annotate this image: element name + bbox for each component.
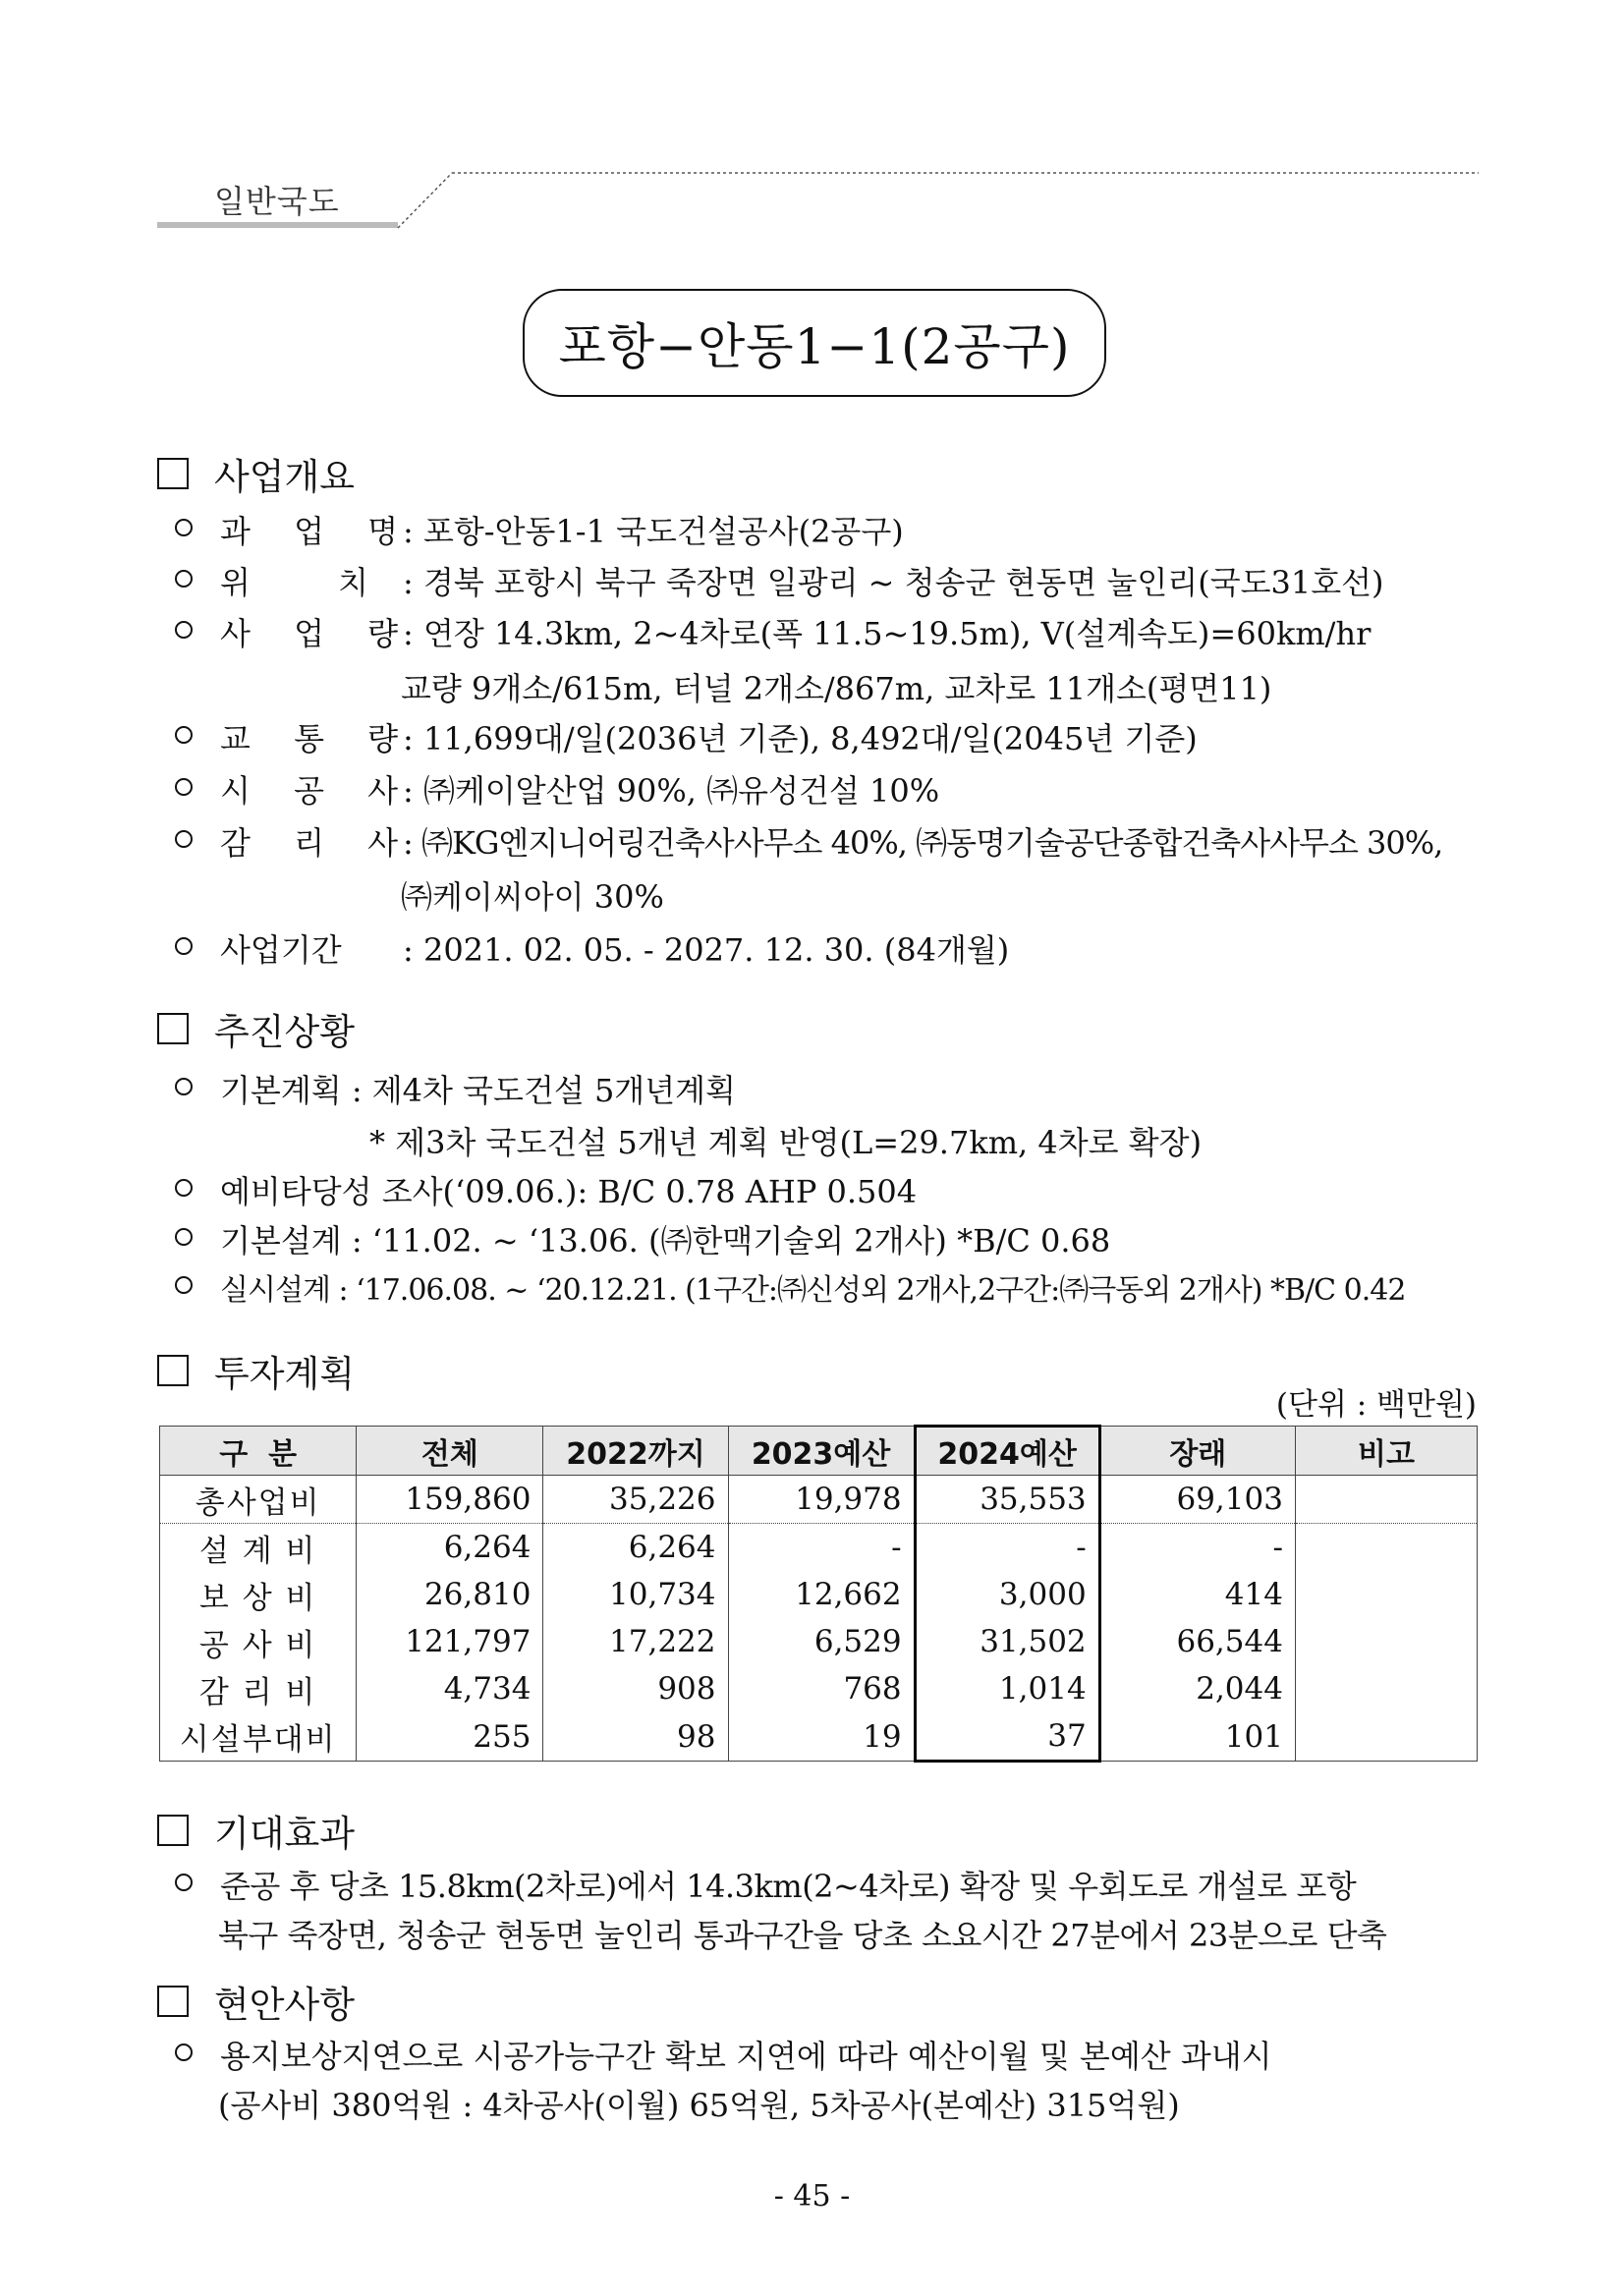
table-row: [160, 1524, 1478, 1572]
unit-label: (단위 : 백만원): [1275, 1387, 1477, 1423]
overview-item: [175, 818, 1442, 864]
col-header: 2023예산: [728, 1427, 915, 1476]
table-row: [160, 1476, 1478, 1524]
item-value: : ㈜KG엔지니어링건축사사무소 40%, ㈜동명기술공단종합건축사사무소 30%,: [403, 824, 1443, 862]
table-cell: 6,264: [357, 1524, 543, 1572]
section-effects-heading: [157, 1804, 355, 1857]
item-value: : 경북 포항시 북구 죽장면 일광리 ~ 청송군 현동면 눌인리(국도31호선): [403, 564, 1384, 601]
table-row: [160, 1665, 1478, 1712]
issues-item: [175, 2032, 1272, 2077]
item-label: 과 업 명: [220, 513, 416, 550]
table-row: [160, 1712, 1478, 1762]
checkbox-square-icon: [157, 458, 189, 489]
row-label: 공 사 비: [160, 1618, 357, 1665]
table-cell: -: [1099, 1524, 1295, 1572]
col-header: 구 분: [160, 1427, 357, 1476]
table-cell: -: [728, 1524, 915, 1572]
row-label: 총사업비: [160, 1476, 357, 1524]
item-text: 기본설계 : ‘11.02. ~ ‘13.06. (㈜한맥기술외 2개사) *B/C 0.68: [220, 1222, 1111, 1260]
item-text: 기본계획 : 제4차 국도건설 5개년계획: [220, 1072, 736, 1109]
checkbox-square-icon: [157, 1013, 189, 1044]
col-header: 비고: [1295, 1427, 1477, 1476]
checkbox-square-icon: [157, 1815, 189, 1846]
table-cell: 414: [1099, 1571, 1295, 1618]
item-label: 사업기간: [220, 931, 342, 969]
section-title: 투자계획: [214, 1353, 355, 1395]
table-cell: 17,222: [543, 1618, 728, 1665]
section-overview-heading: [157, 447, 355, 500]
section-title: 사업개요: [214, 456, 355, 498]
table-cell: 31,502: [915, 1618, 1099, 1665]
table-cell: 19: [728, 1712, 915, 1762]
table-cell: 98: [543, 1712, 728, 1762]
table-cell: [1295, 1571, 1477, 1618]
progress-item: [175, 1167, 917, 1212]
table-cell: 6,264: [543, 1524, 728, 1572]
table-cell: 10,734: [543, 1571, 728, 1618]
table-cell: 35,553: [915, 1476, 1099, 1524]
item-text: 예비타당성 조사(‘09.06.): B/C 0.78 AHP 0.504: [220, 1173, 918, 1210]
table-cell: 101: [1099, 1712, 1295, 1762]
table-cell: [1295, 1618, 1477, 1665]
header-rule: [157, 167, 1479, 230]
table-cell: 12,662: [728, 1571, 915, 1618]
item-label: 교 통 량: [220, 720, 416, 757]
col-header: 2022까지: [543, 1427, 728, 1476]
circle-bullet-icon: [175, 621, 193, 639]
circle-bullet-icon: [175, 519, 193, 536]
overview-item: [175, 925, 1009, 971]
table-header-row: [160, 1427, 1478, 1476]
item-note: * 제3차 국도건설 5개년 계획 반영(L=29.7km, 4차로 확장): [369, 1124, 1203, 1161]
item-value: : 11,699대/일(2036년 기준), 8,492대/일(2045년 기준): [403, 720, 1198, 757]
checkbox-square-icon: [157, 1986, 189, 2017]
item-text-continued: 북구 죽장면, 청송군 현동면 눌인리 통과구간을 당초 소요시간 27분에서 23분으로 단축: [218, 1917, 1387, 1954]
circle-bullet-icon: [175, 570, 193, 588]
circle-bullet-icon: [175, 1276, 193, 1294]
page-number: - 45 -: [773, 2179, 851, 2213]
row-label: 보 상 비: [160, 1571, 357, 1618]
circle-bullet-icon: [175, 1874, 193, 1891]
item-text-continued: (공사비 380억원 : 4차공사(이월) 65억원, 5차공사(본예산) 315억원): [218, 2087, 1180, 2124]
item-label: 감 리 사: [220, 824, 416, 862]
section-progress-heading: [157, 1002, 355, 1055]
table-cell: -: [915, 1524, 1099, 1572]
item-value: : 2021. 02. 05. - 2027. 12. 30. (84개월): [403, 931, 1010, 969]
section-title: 현안사항: [214, 1984, 355, 2026]
table-cell: 4,734: [357, 1665, 543, 1712]
circle-bullet-icon: [175, 726, 193, 744]
item-value: : ㈜케이알산업 90%, ㈜유성건설 10%: [403, 772, 940, 810]
table-cell: 159,860: [357, 1476, 543, 1524]
table-cell: 19,978: [728, 1476, 915, 1524]
item-label: 사 업 량: [220, 615, 416, 652]
checkbox-square-icon: [157, 1355, 189, 1386]
section-investment-heading: [157, 1344, 355, 1397]
table-cell: 26,810: [357, 1571, 543, 1618]
overview-item: [175, 558, 1384, 603]
table-cell: 768: [728, 1665, 915, 1712]
progress-item: [175, 1216, 1110, 1261]
circle-bullet-icon: [175, 1078, 193, 1095]
item-text: 실시설계 : ‘17.06.08. ~ ‘20.12.21. (1구간:㈜신성외 2개사,2구간:㈜극동외 2개사) *B/C 0.42: [220, 1273, 1406, 1308]
item-value: : 포항-안동1-1 국도건설공사(2공구): [403, 513, 904, 550]
overview-item: [175, 507, 904, 552]
page-title: 포항−안동1−1(2공구): [558, 318, 1071, 375]
table-cell: 6,529: [728, 1618, 915, 1665]
overview-item: [175, 766, 939, 812]
circle-bullet-icon: [175, 1179, 193, 1197]
circle-bullet-icon: [175, 830, 193, 848]
progress-item: [175, 1265, 1405, 1309]
table-cell: [1295, 1524, 1477, 1572]
table-cell: [1295, 1476, 1477, 1524]
title-box: [523, 289, 1106, 397]
table-cell: 2,044: [1099, 1665, 1295, 1712]
section-issues-heading: [157, 1975, 355, 2028]
circle-bullet-icon: [175, 937, 193, 955]
row-label: 시설부대비: [160, 1712, 357, 1762]
section-title: 추진상황: [214, 1011, 355, 1053]
row-label: 설 계 비: [160, 1524, 357, 1572]
table-cell: 255: [357, 1712, 543, 1762]
col-header: 전체: [357, 1427, 543, 1476]
table-cell: [1295, 1665, 1477, 1712]
item-label: 위 치: [220, 564, 372, 601]
circle-bullet-icon: [175, 1228, 193, 1246]
table-cell: 66,544: [1099, 1618, 1295, 1665]
item-label: 시 공 사: [220, 772, 416, 810]
overview-item: [175, 609, 1371, 654]
overview-item: [175, 714, 1198, 759]
header-label: 일반국도: [214, 183, 340, 220]
col-header: 2024예산: [915, 1427, 1099, 1476]
table-cell: 69,103: [1099, 1476, 1295, 1524]
page-header: [157, 167, 1479, 230]
item-text: 용지보상지연으로 시공가능구간 확보 지연에 따라 예산이월 및 본예산 과내시: [220, 2038, 1272, 2075]
table-cell: 37: [915, 1712, 1099, 1762]
table-row: [160, 1571, 1478, 1618]
progress-item: [175, 1066, 736, 1111]
table-cell: 121,797: [357, 1618, 543, 1665]
table-cell: [1295, 1712, 1477, 1762]
item-value: : 연장 14.3km, 2~4차로(폭 11.5~19.5m), V(설계속도)=60km/hr: [403, 615, 1372, 652]
circle-bullet-icon: [175, 778, 193, 796]
table-cell: 908: [543, 1665, 728, 1712]
table-cell: 35,226: [543, 1476, 728, 1524]
col-header: 장래: [1099, 1427, 1295, 1476]
item-text: 준공 후 당초 15.8km(2차로)에서 14.3km(2~4차로) 확장 및 우회도로 개설로 포항: [220, 1868, 1357, 1905]
item-value-continued: 교량 9개소/615m, 터널 2개소/867m, 교차로 11개소(평면11): [401, 670, 1272, 707]
table-cell: 1,014: [915, 1665, 1099, 1712]
effects-item: [175, 1862, 1356, 1907]
circle-bullet-icon: [175, 2044, 193, 2061]
item-value-continued: ㈜케이씨아이 30%: [401, 878, 664, 916]
investment-table: [159, 1425, 1478, 1763]
row-label: 감 리 비: [160, 1665, 357, 1712]
table-cell: 3,000: [915, 1571, 1099, 1618]
table-row: [160, 1618, 1478, 1665]
section-title: 기대효과: [214, 1813, 355, 1855]
